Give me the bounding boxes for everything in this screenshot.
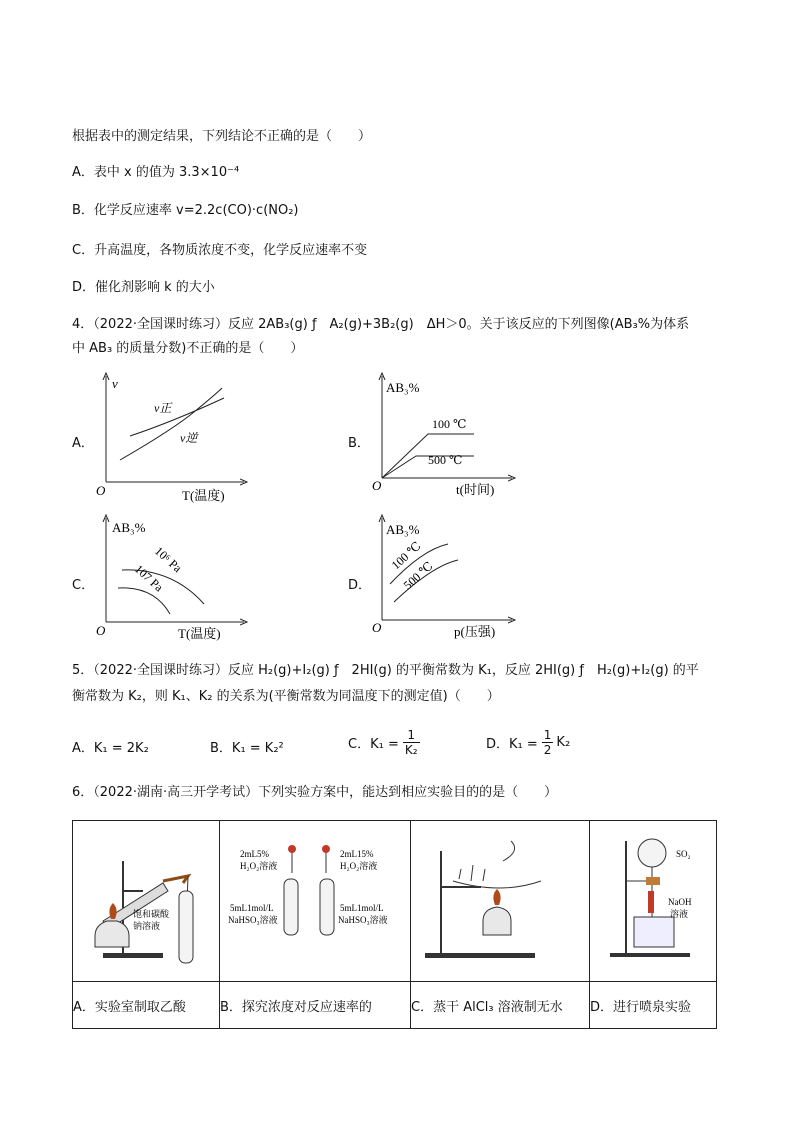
q5-option-a: A．K₁ = 2K₂ — [72, 741, 149, 756]
apparatus-b-label-br2: NaHSO₃溶液 — [338, 915, 388, 925]
q3-stem: 根据表中的测定结果，下列结论不正确的是（ ） — [72, 129, 372, 144]
q6-apparatus-a — [73, 821, 220, 982]
graph-d-curve1-label: 100 ℃ — [388, 538, 424, 573]
q6-stem: 6．（2022·湖南·高三开学考试）下列实验方案中，能达到相应实验目的的是（ ） — [72, 785, 558, 800]
graph-a-curve2-label: v逆 — [180, 431, 198, 445]
apparatus-b-label-r1: 2mL15% — [340, 849, 374, 859]
graph-d-xlabel: p(压强) — [454, 624, 496, 639]
apparatus-d-gas-label: SO₂ — [676, 849, 691, 859]
q6-apparatus-c — [411, 821, 590, 982]
apparatus-b-label-l1: 2mL5% — [240, 849, 269, 859]
q6-apparatus-b — [220, 821, 411, 982]
graph-b-curve2-label: 500 ℃ — [428, 453, 463, 467]
graph-c — [92, 512, 252, 647]
apparatus-d-sol-label-1: NaOH — [668, 897, 692, 907]
apparatus-b-label-l2: H₂O₂溶液 — [240, 861, 278, 871]
apparatus-a-label-1: 饱和碳酸 — [133, 909, 170, 919]
graph-a-ylabel: v — [112, 376, 118, 391]
graph-d-curve2-label: 500 ℃ — [400, 558, 436, 593]
q5-option-d-prefix: D．K₁ = — [486, 737, 538, 752]
graph-c-origin: O — [96, 623, 106, 638]
q5-option-c-fraction — [403, 728, 420, 757]
q6-experiment-table — [72, 820, 717, 1029]
apparatus-b-label-bl1: 5mL1mol/L — [230, 903, 274, 913]
graph-d-origin: O — [372, 620, 382, 635]
q6-caption-c: C．蒸干 AlCl₃ 溶液制无水 — [411, 982, 590, 1029]
graph-c-curve2-label: 107 Pa — [131, 561, 166, 595]
graph-c-xlabel: T(温度) — [178, 626, 221, 641]
graph-c-curve-2 — [118, 588, 170, 614]
q6-apparatus-d — [590, 821, 717, 982]
q5-stem-line1: 5．（2022·全国课时练习）反应 H₂(g)+I₂(g) ƒ 2HI(g) 的平衡常数为 K₁，反应 2HI(g) ƒ H₂(g)+I₂(g) 的平 — [72, 663, 699, 678]
graph-a-xlabel: T(温度) — [182, 488, 225, 503]
q5-option-c-prefix: C．K₁ = — [348, 737, 399, 752]
q5-option-d-denominator: 2 — [543, 743, 552, 757]
graph-a-curve-forward — [120, 388, 222, 460]
graph-a-curve-reverse — [130, 398, 224, 436]
apparatus-b-label-br1: 5mL1mol/L — [340, 903, 384, 913]
graph-b — [370, 370, 520, 505]
q5-option-c-numerator: 1 — [407, 728, 415, 742]
q5-option-d-numerator: 1 — [543, 728, 552, 742]
graph-d-ylabel: AB₃% — [386, 522, 420, 537]
q3-option-d: D．催化剂影响 k 的大小 — [72, 280, 215, 295]
graph-a-label: A． — [72, 436, 94, 451]
q4-stem-line2: 中 AB₃ 的质量分数)不正确的是（ ） — [72, 341, 304, 356]
graph-d-label: D． — [348, 578, 372, 593]
apparatus-d-sol-label-2: 溶液 — [670, 909, 689, 919]
q3-option-c: C．升高温度，各物质浓度不变，化学反应速率不变 — [72, 243, 368, 258]
apparatus-a-label-2: 钠溶液 — [133, 921, 161, 931]
q5-option-b: B．K₁ = K₂² — [210, 741, 284, 756]
q5-option-d-fraction — [542, 728, 554, 757]
graph-c-ylabel: AB₃% — [112, 520, 146, 535]
graph-a-origin: O — [96, 483, 106, 498]
q6-caption-d: D．进行喷泉实验 — [590, 982, 717, 1029]
apparatus-b-label-bl2: NaHSO₃溶液 — [228, 915, 278, 925]
graph-a — [92, 370, 252, 505]
q4-stem-line1: 4．（2022·全国课时练习）反应 2AB₃(g) ƒ A₂(g)+3B₂(g) ΔH＞0。关于该反应的下列图像(AB₃%为体系 — [72, 317, 690, 332]
graph-a-curve1-label: v正 — [154, 401, 172, 415]
graph-b-xlabel: t(时间) — [456, 482, 495, 497]
graph-b-curve1-label: 100 ℃ — [432, 417, 467, 431]
q5-option-d — [486, 728, 570, 757]
q5-stem-line2: 衡常数为 K₂，则 K₁、K₂ 的关系为(平衡常数为同温度下的测定值)（ ） — [72, 689, 500, 704]
graph-c-curve1-label: 10⁶ Pa — [151, 543, 185, 576]
graph-c-label: C． — [72, 578, 95, 593]
q3-option-a: A．表中 x 的值为 3.3×10⁻⁴ — [72, 165, 240, 180]
q5-option-d-suffix: K₂ — [556, 735, 571, 750]
q6-caption-a: A．实验室制取乙酸 — [73, 982, 220, 1029]
apparatus-b-label-r2: H₂O₂溶液 — [340, 861, 378, 871]
q3-option-b: B．化学反应速率 v=2.2c(CO)·c(NO₂) — [72, 203, 299, 218]
graph-d — [370, 512, 520, 647]
q5-option-c — [348, 728, 420, 757]
graph-b-origin: O — [372, 478, 382, 493]
graph-b-label: B． — [348, 436, 370, 451]
graph-b-ylabel: AB₃% — [386, 380, 420, 395]
q6-caption-b: B．探究浓度对反应速率的 — [220, 982, 411, 1029]
q5-option-c-denominator: K₂ — [404, 743, 418, 757]
